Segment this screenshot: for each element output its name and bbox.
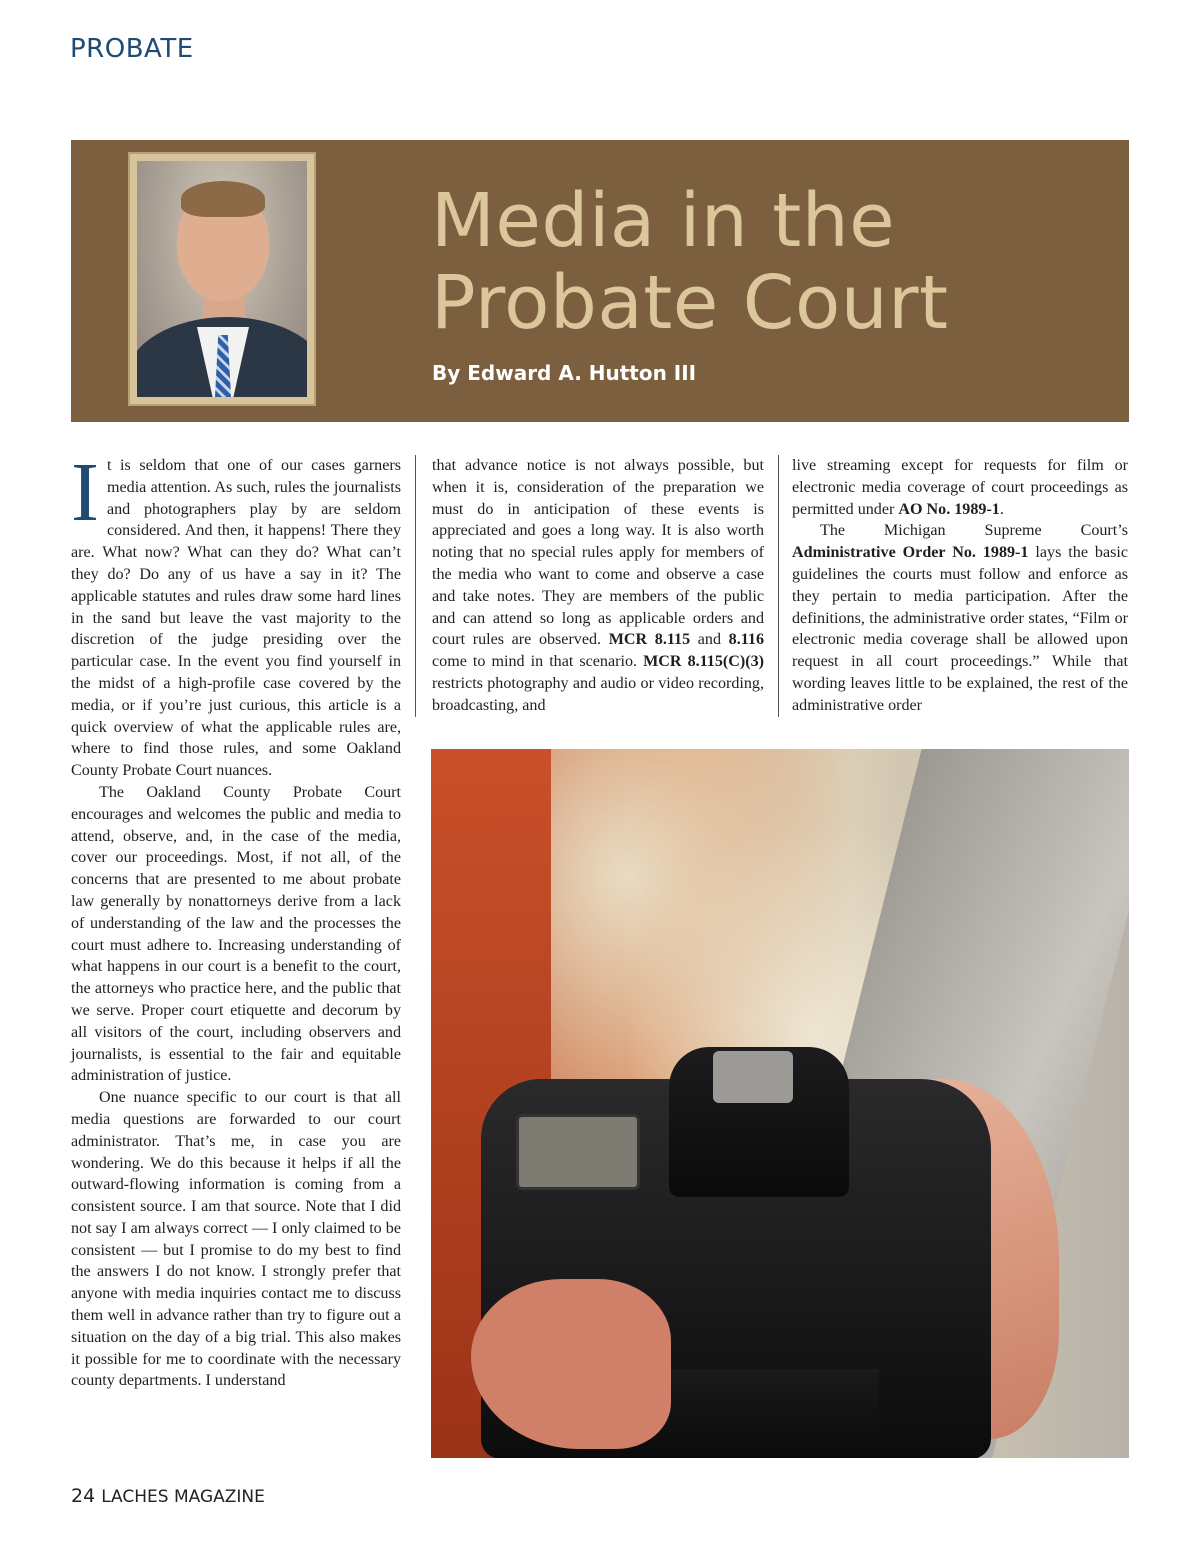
drop-cap: I xyxy=(71,446,99,539)
paragraph: The Oakland County Probate Court encourages and welcomes the public and media to attend, observe, and, in the case of the media, cover our proceedings. Most, if not all, of the concerns that are presented to me about probate law generally by nonattorneys derive from a lack of understanding of the law and the processes the court must adhere to. Increasing understanding of what happens in our court is a benefit to the court, the attorneys who practice here, and the public that we serve. Proper court etiquette and decorum by all visitors of the court, including observers and journalists, is essential to the fair and equitable administration of justice. xyxy=(71,783,401,1085)
paragraph: The Michigan Supreme Court’s Administrative Order No. 1989-1 lays the basic guidelines the courts must follow and enforce as they pertain to media participation. After the definitions, the administrative order states, “Film or electronic media coverage shall be allowed upon request in all court proceedings.” While that wording leaves little to be explained, the rest of the administrative order xyxy=(792,522,1128,714)
citation: MCR 8.115 xyxy=(608,631,691,649)
title-banner xyxy=(71,140,1129,422)
author-portrait-frame xyxy=(128,152,316,406)
column-divider xyxy=(778,455,779,717)
article-title-line-2: Probate Court xyxy=(431,260,949,346)
citation: AO No. 1989-1 xyxy=(898,500,1000,518)
article-column-2 xyxy=(432,455,764,717)
citation: MCR 8.115(C)(3) xyxy=(643,653,764,671)
publication-name: LACHES MAGAZINE xyxy=(101,1487,265,1507)
paragraph: that advance notice is not always possible, but when it is, consideration of the preparation we must do in anticipation of these events is appreciated and goes a long way. It is also worth noting that no special rules apply for members of the media who want to come and observe a case and take notes. They are members of the public and can attend so long as applicable orders and court rules are observed. MCR 8.115 and 8.116 come to mind in that scenario. MCR 8.115(C)(3) restricts photography and audio or video recording, broadcasting, and xyxy=(432,457,764,714)
article-column-3 xyxy=(792,455,1128,717)
page-number: 24 xyxy=(71,1485,96,1507)
paragraph: One nuance specific to our court is that all media questions are forwarded to our court administrator. That’s me, in case you are wondering. We do this because it helps if all the outward-flowing information is coming from a consistent source. I am that source. Note that I did not say I am always correct — I only claimed to be consistent — but I promise to do my best to find the answers I do not know. I strongly prefer that anyone with media inquiries contact me to discuss them well in advance rather than try to figure out a situation on the day of a big trial. This also makes it possible for me to coordinate with the necessary county departments. I understand xyxy=(71,1089,401,1390)
citation: 8.116 xyxy=(728,631,764,649)
article-byline: By Edward A. Hutton III xyxy=(432,361,697,385)
citation: Administrative Order No. 1989-1 xyxy=(792,544,1029,562)
column-divider xyxy=(415,455,416,717)
paragraph: It is seldom that one of our cases garners media attention. As such, rules the journalists and photographers play by are seldom considered. And then, it happens! There they are. What now? What can they do? What can’t they do? Do any of us have a say in it? The applicable statutes and rules draw some hard lines in the sand but leave the vast majority to the discretion of the judge presiding over the particular case. In the event you find yourself in the midst of a high-profile case covered by the media, or if you’re just curious, this article is a quick overview of what the applicable rules are, where to find those rules, and some Oakland County Probate Court nuances. xyxy=(71,446,401,780)
camera-photo xyxy=(431,749,1129,1458)
article-column-1 xyxy=(71,446,401,1392)
paragraph: live streaming except for requests for film or electronic media coverage of court proceedings as permitted under AO No. 1989-1. xyxy=(792,457,1128,518)
author-portrait xyxy=(137,161,307,397)
article-title-line-1: Media in the xyxy=(431,178,896,264)
section-label: PROBATE xyxy=(70,34,194,64)
article-title xyxy=(431,180,949,344)
page-footer xyxy=(71,1485,265,1507)
